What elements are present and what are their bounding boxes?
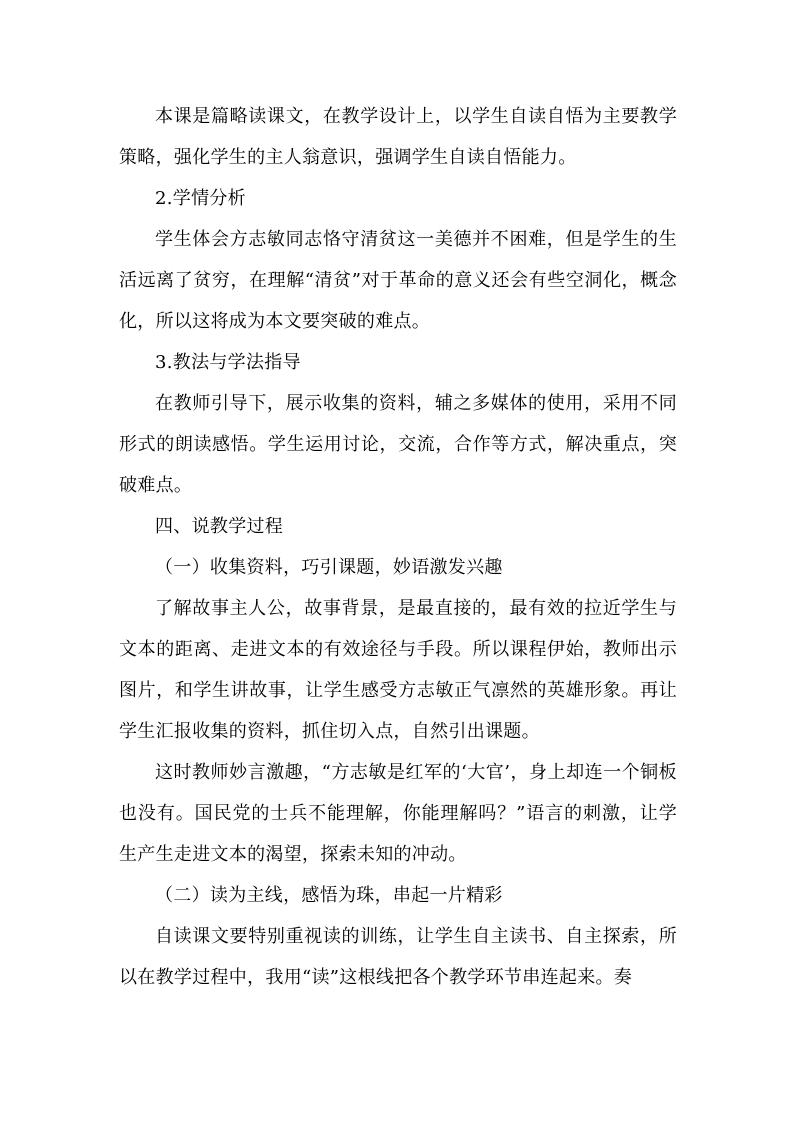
paragraph-learning-analysis: 学生体会方志敏同志恪守清贫这一美德并不困难，但是学生的生活远离了贫穷，在理解“清贫”对于革命的意义还会有些空洞化，概念化，所以这将成为本文要突破的难点。 xyxy=(119,229,677,332)
heading-teaching-process: 四、说教学过程 xyxy=(155,516,284,537)
document-body xyxy=(119,96,677,998)
paragraph-intro: 本课是篇略读课文，在教学设计上，以学生自读自悟为主要教学策略，强化学生的主人翁意识，强调学生自读自悟能力。 xyxy=(119,106,677,168)
subheading-reading-mainline: （二）读为主线，感悟为珠，串起一片精彩 xyxy=(155,885,503,906)
subheading-collect-materials: （一）收集资料，巧引课题，妙语激发兴趣 xyxy=(155,557,503,578)
heading-teaching-methods: 3.教法与学法指导 xyxy=(155,352,301,373)
paragraph-reading-mainline: 自读课文要特别重视读的训练，让学生自主读书、自主探索，所以在教学过程中，我用“读”这根线把各个教学环节串连起来。奏 xyxy=(119,926,677,988)
paragraph-teaching-methods: 在教师引导下，展示收集的资料，辅之多媒体的使用，采用不同形式的朗读感悟。学生运用讨论，交流，合作等方式，解决重点，突破难点。 xyxy=(119,393,677,496)
heading-learning-analysis: 2.学情分析 xyxy=(155,188,246,209)
paragraph-stimulate-interest: 这时教师妙言激趣，“方志敏是红军的‘大官’，身上却连一个铜板也没有。国民党的士兵不能理解，你能理解吗？”语言的刺激，让学生产生走进文本的渴望，探索未知的冲动。 xyxy=(119,762,677,865)
paragraph-collect-materials: 了解故事主人公，故事背景，是最直接的，最有效的拉近学生与文本的距离、走进文本的有效途径与手段。所以课程伊始，教师出示图片，和学生讲故事，让学生感受方志敏正气凛然的英雄形象。再让学生汇报收集的资料，抓住切入点，自然引出课题。 xyxy=(119,598,677,742)
